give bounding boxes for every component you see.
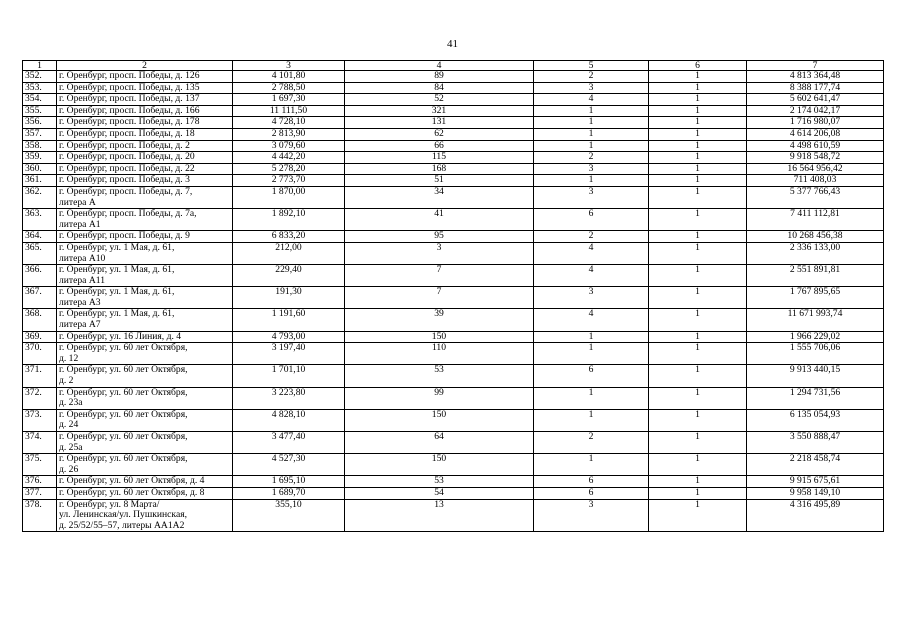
residents-cell: 52 <box>345 94 534 106</box>
row-number-cell: 364. <box>23 231 57 243</box>
row-number-cell: 370. <box>23 343 57 365</box>
category-cell: 4 <box>534 242 649 264</box>
category-cell: 6 <box>534 365 649 387</box>
cost-cell: 4 316 495,89 <box>747 499 884 532</box>
flag-cell: 1 <box>649 409 747 431</box>
flag-cell: 1 <box>649 432 747 454</box>
table-row <box>23 454 884 476</box>
table-row <box>23 365 884 387</box>
cost-cell: 8 388 177,74 <box>747 82 884 94</box>
residents-cell: 150 <box>345 331 534 343</box>
area-cell: 1 695,10 <box>233 476 345 488</box>
registry-table <box>22 60 884 532</box>
area-cell: 4 828,10 <box>233 409 345 431</box>
address-cell: г. Оренбург, просп. Победы, д. 20 <box>57 152 233 164</box>
flag-cell: 1 <box>649 94 747 106</box>
flag-cell: 1 <box>649 387 747 409</box>
category-cell: 1 <box>534 387 649 409</box>
area-cell: 1 870,00 <box>233 186 345 208</box>
cost-cell: 9 918 548,72 <box>747 152 884 164</box>
table-row <box>23 331 884 343</box>
flag-cell: 1 <box>649 128 747 140</box>
address-cell: г. Оренбург, ул. 1 Мая, д. 61, литера А7 <box>57 309 233 331</box>
flag-cell: 1 <box>649 331 747 343</box>
address-cell: г. Оренбург, ул. 16 Линия, д. 4 <box>57 331 233 343</box>
table-row <box>23 209 884 231</box>
table-row <box>23 231 884 243</box>
row-number-cell: 378. <box>23 499 57 532</box>
row-number-cell: 363. <box>23 209 57 231</box>
flag-cell: 1 <box>649 454 747 476</box>
category-cell: 3 <box>534 82 649 94</box>
table-row <box>23 409 884 431</box>
residents-cell: 150 <box>345 454 534 476</box>
header-cell: 4 <box>345 61 534 71</box>
flag-cell: 1 <box>649 105 747 117</box>
flag-cell: 1 <box>649 231 747 243</box>
area-cell: 1 191,60 <box>233 309 345 331</box>
header-cell: 1 <box>23 61 57 71</box>
residents-cell: 99 <box>345 387 534 409</box>
residents-cell: 41 <box>345 209 534 231</box>
residents-cell: 13 <box>345 499 534 532</box>
row-number-cell: 368. <box>23 309 57 331</box>
header-row <box>23 61 884 71</box>
area-cell: 212,00 <box>233 242 345 264</box>
category-cell: 3 <box>534 287 649 309</box>
area-cell: 1 689,70 <box>233 487 345 499</box>
area-cell: 229,40 <box>233 265 345 287</box>
cost-cell: 3 550 888,47 <box>747 432 884 454</box>
area-cell: 2 773,70 <box>233 175 345 187</box>
flag-cell: 1 <box>649 163 747 175</box>
flag-cell: 1 <box>649 175 747 187</box>
residents-cell: 53 <box>345 476 534 488</box>
category-cell: 2 <box>534 231 649 243</box>
category-cell: 4 <box>534 309 649 331</box>
area-cell: 4 442,20 <box>233 152 345 164</box>
row-number-cell: 374. <box>23 432 57 454</box>
flag-cell: 1 <box>649 140 747 152</box>
area-cell: 191,30 <box>233 287 345 309</box>
area-cell: 1 892,10 <box>233 209 345 231</box>
category-cell: 1 <box>534 343 649 365</box>
cost-cell: 1 294 731,56 <box>747 387 884 409</box>
address-cell: г. Оренбург, ул. 60 лет Октября, д. 26 <box>57 454 233 476</box>
cost-cell: 711 408,03 <box>747 175 884 187</box>
address-cell: г. Оренбург, ул. 60 лет Октября, д. 25а <box>57 432 233 454</box>
table-row <box>23 163 884 175</box>
address-cell: г. Оренбург, ул. 60 лет Октября, д. 12 <box>57 343 233 365</box>
residents-cell: 34 <box>345 186 534 208</box>
flag-cell: 1 <box>649 82 747 94</box>
cost-cell: 10 268 456,38 <box>747 231 884 243</box>
flag-cell: 1 <box>649 287 747 309</box>
area-cell: 1 697,30 <box>233 94 345 106</box>
cost-cell: 2 174 042,17 <box>747 105 884 117</box>
table-row <box>23 71 884 83</box>
flag-cell: 1 <box>649 499 747 532</box>
residents-cell: 53 <box>345 365 534 387</box>
cost-cell: 5 377 766,43 <box>747 186 884 208</box>
row-number-cell: 362. <box>23 186 57 208</box>
cost-cell: 16 564 956,42 <box>747 163 884 175</box>
address-cell: г. Оренбург, ул. 60 лет Октября, д. 23а <box>57 387 233 409</box>
address-cell: г. Оренбург, ул. 1 Мая, д. 61, литера А10 <box>57 242 233 264</box>
flag-cell: 1 <box>649 242 747 264</box>
row-number-cell: 353. <box>23 82 57 94</box>
category-cell: 2 <box>534 71 649 83</box>
address-cell: г. Оренбург, просп. Победы, д. 7, литера А <box>57 186 233 208</box>
row-number-cell: 365. <box>23 242 57 264</box>
area-cell: 355,10 <box>233 499 345 532</box>
residents-cell: 115 <box>345 152 534 164</box>
residents-cell: 7 <box>345 287 534 309</box>
category-cell: 1 <box>534 140 649 152</box>
table-row <box>23 265 884 287</box>
area-cell: 4 527,30 <box>233 454 345 476</box>
category-cell: 6 <box>534 476 649 488</box>
cost-cell: 2 218 458,74 <box>747 454 884 476</box>
area-cell: 6 833,20 <box>233 231 345 243</box>
residents-cell: 168 <box>345 163 534 175</box>
category-cell: 1 <box>534 117 649 129</box>
flag-cell: 1 <box>649 186 747 208</box>
address-cell: г. Оренбург, ул. 60 лет Октября, д. 24 <box>57 409 233 431</box>
flag-cell: 1 <box>649 365 747 387</box>
row-number-cell: 369. <box>23 331 57 343</box>
area-cell: 1 701,10 <box>233 365 345 387</box>
flag-cell: 1 <box>649 309 747 331</box>
table-row <box>23 117 884 129</box>
row-number-cell: 361. <box>23 175 57 187</box>
residents-cell: 321 <box>345 105 534 117</box>
address-cell: г. Оренбург, просп. Победы, д. 126 <box>57 71 233 83</box>
area-cell: 3 197,40 <box>233 343 345 365</box>
address-cell: г. Оренбург, просп. Победы, д. 178 <box>57 117 233 129</box>
row-number-cell: 360. <box>23 163 57 175</box>
row-number-cell: 356. <box>23 117 57 129</box>
address-cell: г. Оренбург, ул. 1 Мая, д. 61, литера А3 <box>57 287 233 309</box>
table-row <box>23 432 884 454</box>
flag-cell: 1 <box>649 71 747 83</box>
category-cell: 1 <box>534 105 649 117</box>
residents-cell: 95 <box>345 231 534 243</box>
cost-cell: 4 614 206,08 <box>747 128 884 140</box>
category-cell: 2 <box>534 152 649 164</box>
table-row <box>23 287 884 309</box>
cost-cell: 6 135 054,93 <box>747 409 884 431</box>
header-cell: 5 <box>534 61 649 71</box>
header-cell: 3 <box>233 61 345 71</box>
table-row <box>23 105 884 117</box>
category-cell: 3 <box>534 163 649 175</box>
address-cell: г. Оренбург, просп. Победы, д. 3 <box>57 175 233 187</box>
residents-cell: 64 <box>345 432 534 454</box>
flag-cell: 1 <box>649 487 747 499</box>
residents-cell: 62 <box>345 128 534 140</box>
address-cell: г. Оренбург, ул. 8 Марта/ ул. Ленинская/ул. Пушкинская, д. 25/52/55–57, литеры АА1А2 <box>57 499 233 532</box>
residents-cell: 3 <box>345 242 534 264</box>
row-number-cell: 375. <box>23 454 57 476</box>
residents-cell: 7 <box>345 265 534 287</box>
cost-cell: 1 767 895,65 <box>747 287 884 309</box>
address-cell: г. Оренбург, ул. 60 лет Октября, д. 4 <box>57 476 233 488</box>
page-number: 41 <box>447 38 458 50</box>
header-cell: 2 <box>57 61 233 71</box>
row-number-cell: 366. <box>23 265 57 287</box>
category-cell: 1 <box>534 454 649 476</box>
residents-cell: 66 <box>345 140 534 152</box>
flag-cell: 1 <box>649 117 747 129</box>
row-number-cell: 357. <box>23 128 57 140</box>
category-cell: 2 <box>534 432 649 454</box>
area-cell: 4 101,80 <box>233 71 345 83</box>
table-row <box>23 309 884 331</box>
area-cell: 2 813,90 <box>233 128 345 140</box>
residents-cell: 150 <box>345 409 534 431</box>
address-cell: г. Оренбург, просп. Победы, д. 7а, литера А1 <box>57 209 233 231</box>
area-cell: 2 788,50 <box>233 82 345 94</box>
flag-cell: 1 <box>649 209 747 231</box>
category-cell: 4 <box>534 265 649 287</box>
area-cell: 4 728,10 <box>233 117 345 129</box>
row-number-cell: 377. <box>23 487 57 499</box>
cost-cell: 2 336 133,00 <box>747 242 884 264</box>
category-cell: 1 <box>534 409 649 431</box>
cost-cell: 11 671 993,74 <box>747 309 884 331</box>
row-number-cell: 371. <box>23 365 57 387</box>
address-cell: г. Оренбург, просп. Победы, д. 18 <box>57 128 233 140</box>
address-cell: г. Оренбург, просп. Победы, д. 2 <box>57 140 233 152</box>
residents-cell: 54 <box>345 487 534 499</box>
header-cell: 6 <box>649 61 747 71</box>
residents-cell: 110 <box>345 343 534 365</box>
table-row <box>23 487 884 499</box>
table-row <box>23 343 884 365</box>
address-cell: г. Оренбург, просп. Победы, д. 137 <box>57 94 233 106</box>
category-cell: 4 <box>534 94 649 106</box>
table-row <box>23 128 884 140</box>
row-number-cell: 373. <box>23 409 57 431</box>
address-cell: г. Оренбург, ул. 1 Мая, д. 61, литера А11 <box>57 265 233 287</box>
row-number-cell: 359. <box>23 152 57 164</box>
table-header <box>23 61 884 71</box>
table-row <box>23 476 884 488</box>
table-row <box>23 152 884 164</box>
cost-cell: 2 551 891,81 <box>747 265 884 287</box>
area-cell: 11 111,50 <box>233 105 345 117</box>
cost-cell: 9 913 440,15 <box>747 365 884 387</box>
cost-cell: 4 498 610,59 <box>747 140 884 152</box>
flag-cell: 1 <box>649 343 747 365</box>
area-cell: 3 223,80 <box>233 387 345 409</box>
residents-cell: 51 <box>345 175 534 187</box>
category-cell: 3 <box>534 499 649 532</box>
row-number-cell: 358. <box>23 140 57 152</box>
address-cell: г. Оренбург, просп. Победы, д. 166 <box>57 105 233 117</box>
cost-cell: 9 958 149,10 <box>747 487 884 499</box>
category-cell: 6 <box>534 487 649 499</box>
area-cell: 3 477,40 <box>233 432 345 454</box>
cost-cell: 1 555 706,06 <box>747 343 884 365</box>
table-row <box>23 499 884 532</box>
cost-cell: 5 602 641,47 <box>747 94 884 106</box>
category-cell: 3 <box>534 186 649 208</box>
row-number-cell: 376. <box>23 476 57 488</box>
flag-cell: 1 <box>649 265 747 287</box>
category-cell: 6 <box>534 209 649 231</box>
table-row <box>23 82 884 94</box>
residents-cell: 131 <box>345 117 534 129</box>
table-body <box>23 71 884 532</box>
row-number-cell: 355. <box>23 105 57 117</box>
residents-cell: 39 <box>345 309 534 331</box>
row-number-cell: 354. <box>23 94 57 106</box>
residents-cell: 84 <box>345 82 534 94</box>
table-row <box>23 186 884 208</box>
area-cell: 5 278,20 <box>233 163 345 175</box>
address-cell: г. Оренбург, просп. Победы, д. 9 <box>57 231 233 243</box>
category-cell: 1 <box>534 331 649 343</box>
address-cell: г. Оренбург, ул. 60 лет Октября, д. 2 <box>57 365 233 387</box>
cost-cell: 9 915 675,61 <box>747 476 884 488</box>
header-cell: 7 <box>747 61 884 71</box>
area-cell: 4 793,00 <box>233 331 345 343</box>
table-row <box>23 387 884 409</box>
category-cell: 1 <box>534 175 649 187</box>
table-row <box>23 175 884 187</box>
cost-cell: 1 966 229,02 <box>747 331 884 343</box>
table-row <box>23 140 884 152</box>
address-cell: г. Оренбург, ул. 60 лет Октября, д. 8 <box>57 487 233 499</box>
area-cell: 3 079,60 <box>233 140 345 152</box>
table-row <box>23 94 884 106</box>
flag-cell: 1 <box>649 476 747 488</box>
row-number-cell: 372. <box>23 387 57 409</box>
row-number-cell: 352. <box>23 71 57 83</box>
table-row <box>23 242 884 264</box>
cost-cell: 1 716 980,07 <box>747 117 884 129</box>
flag-cell: 1 <box>649 152 747 164</box>
row-number-cell: 367. <box>23 287 57 309</box>
residents-cell: 89 <box>345 71 534 83</box>
category-cell: 1 <box>534 128 649 140</box>
address-cell: г. Оренбург, просп. Победы, д. 135 <box>57 82 233 94</box>
address-cell: г. Оренбург, просп. Победы, д. 22 <box>57 163 233 175</box>
cost-cell: 4 813 364,48 <box>747 71 884 83</box>
cost-cell: 7 411 112,81 <box>747 209 884 231</box>
